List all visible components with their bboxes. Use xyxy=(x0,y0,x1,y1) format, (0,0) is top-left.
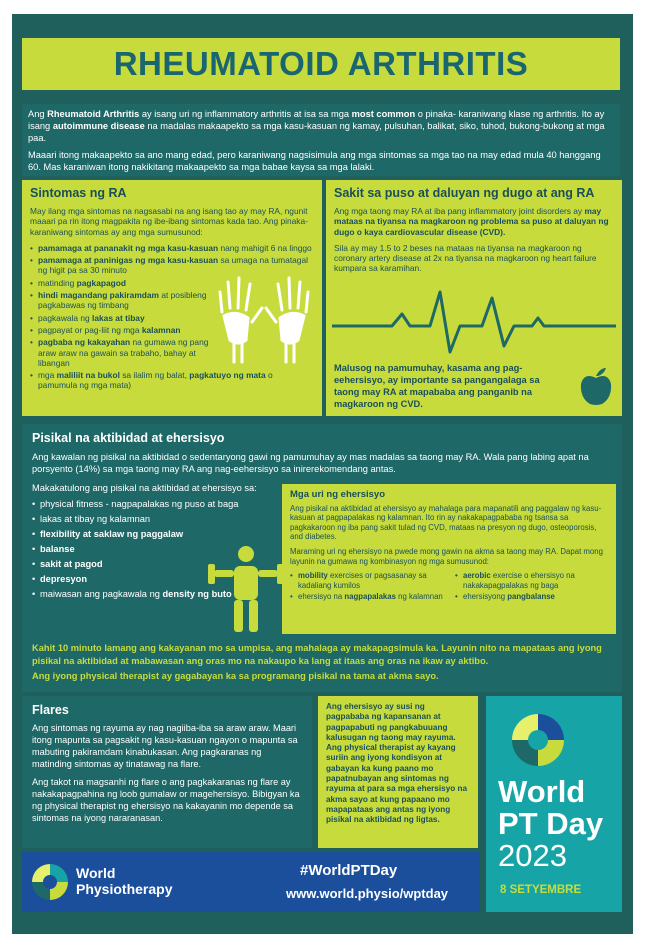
exercise-types-list-left xyxy=(290,571,443,604)
physical-heading: Pisikal na aktibidad at ehersisyo xyxy=(32,431,225,445)
exercise-type-item: • ehersisyong pangbalanse xyxy=(463,592,608,602)
benefit-item: • lakas at tibay ng kalamnan xyxy=(40,513,240,526)
exercise-types-paragraph-2: Maraming uri ng ehersisyo na pwede mong gawin na akma sa taong may RA. Dapat mong layunin na gumawa ng kombinasyon ng mga sumusunod: xyxy=(290,546,603,566)
intro-paragraph-1: Ang Rheumatoid Arthritis ay isang uri ng inflammatory arthritis at isa sa mga most common o pinaka- karaniwang klase ng arthritis. Ito ay isang autoimmune disease na madalas makaapekto sa mga kasu-kasuan ng kamay, pulsuhan, balikat, siko, tuhod, bukong-bukong at mga paa. xyxy=(28,109,605,143)
benefit-item: • flexibility at saklaw ng paggalaw xyxy=(40,528,240,541)
heartbeat-line-icon xyxy=(332,286,616,356)
exercise-type-item: • ehersisyo na nagpapalakas ng kalamnan xyxy=(298,592,443,602)
physical-paragraph-3: Kahit 10 minuto lamang ang kakayanan mo sa umpisa, ang mahalaga ay makapagsimula ka. Layunin nito na mapataas ang iyong pisikal na aktibidad at mabawasan ang oras mo na nakaupo ka lang at itaas ang oras na ikaw ay aktibo. xyxy=(32,643,602,666)
footer-bar xyxy=(22,852,480,912)
pt-day-line1: World xyxy=(498,774,586,809)
benefit-item: • maiwasan ang pagkawala ng density ng buto xyxy=(40,588,240,601)
exercise-key-box: Ang ehersisyo ay susi ng pagpababa ng kapansanan at pagpapabuti ng pangkabuuang kalusugan ng taong may rayuma. Ang physical therapist ay kayang suriin ang iyong kondisyon at gabayan ka kung paano mo papatnubayan ang sintomas ng rayuma at para sa mga ehersisyo na akma sayo at kung papaano mo mapapataas ang antas ng iyong pisikal na aktibidad ng ligtas. xyxy=(318,696,478,848)
heart-paragraph-3: Malusog na pamumuhay, kasama ang pag-eehersisyo, ay importante sa pangangalaga sa taong may RA at mapababa ang panganib na magkaroon ng CVD. xyxy=(334,363,540,409)
exercise-types-paragraph-1: Ang pisikal na aktibidad at ehersisyo ay mahalaga para mapanatili ang paggalaw ng kasu-kasuan at pagpapalakas ng kalamnan. Ito rin ay nakakapagpababa ng tsansa sa pagkakaroon ng iba pang sakit tulad ng CVD, mataas na presyon ng dugo, osteoporosis, and diabetes. xyxy=(290,503,602,542)
physical-paragraph-2: Makakatulong ang pisikal na aktibidad at ehersisyo sa: xyxy=(32,482,257,493)
heart-disease-section xyxy=(326,180,622,416)
exercise-type-item: • aerobic exercise o ehersisyo na nakakapagpalakas ng baga xyxy=(463,571,608,590)
world-physiotherapy-logo-icon xyxy=(30,862,70,902)
symptom-item: • pamamaga at pananakit ng mga kasu-kasuan nang mahigit 6 na linggo xyxy=(38,243,313,253)
heart-paragraph-2: Sila ay may 1.5 to 2 beses na mataas na tiyansa na magkaroon ng coronary artery disease at 2x na tiyansa na magkaroon ng heart failure kumpara sa karamihan. xyxy=(334,242,597,274)
benefit-item: • sakit at pagod xyxy=(40,558,240,571)
world-pt-day-logo-icon xyxy=(508,710,568,770)
flares-paragraph-1: Ang sintomas ng rayuma ay nag nagiiba-iba sa araw araw. Maari itong mapunta sa pagsakit ng kasu-kasuan ngayon o mapunta sa mabuting pakiramdam kinabukasan. Ang pagkaranas ng matinding sintomas ay tinatawag na flare. xyxy=(32,723,298,769)
intro-paragraph-2: Maaari itong makaapekto sa ano mang edad, pero karaniwang nagsisimula ang mga sintomas sa mga tao na may edad mula 40 hanggang 60. Mas karaniwan itong nakikitang makaapekto sa mga babae kaysa sa mga lalaki. xyxy=(28,150,601,172)
pt-day-line2: PT Day xyxy=(498,806,604,841)
pt-day-year: 2023 xyxy=(498,838,567,873)
footer-url[interactable]: www.world.physio/wptday xyxy=(286,886,449,901)
heart-paragraph-1: Ang mga taong may RA at iba pang inflammatory joint disorders ay may mataas na tiyansa na magkaroon ng problema sa puso at daluyan ng dugo o kaya cardiovascular disease (CVD). xyxy=(334,206,609,237)
flares-heading: Flares xyxy=(32,703,69,717)
benefit-item: • balanse xyxy=(40,543,240,556)
exercise-types-list-right xyxy=(455,571,608,604)
symptom-item: • hindi magandang pakiramdam at posibleng pagkabawas ng timbang xyxy=(38,290,213,311)
flares-section xyxy=(22,696,312,848)
symptoms-intro: May ilang mga sintomas na nagsasabi na ang isang tao ay may RA, ngunit maaari pa rin itong magpakita ng ibe-ibang sintomas kada tao. Ang pinaka-karaniwang sintomas ay ang mga sumusunod: xyxy=(30,206,308,237)
symptom-item: • mga maliliit na bukol sa ilalim ng balat, pagkatuyo ng mata o pamumula ng mga mata) xyxy=(38,370,308,391)
footer-hashtag: #WorldPTDay xyxy=(300,862,398,879)
apple-icon xyxy=(578,366,614,406)
page-title: RHEUMATOID ARTHRITIS xyxy=(22,38,620,90)
symptom-item: • pamamaga at paninigas ng mga kasu-kasuan sa umaga na tumatagal ng higit pa sa 30 minuto xyxy=(38,255,313,276)
symptom-item: • matinding pagkapagod xyxy=(38,278,213,288)
exercise-types-box xyxy=(282,484,616,634)
exercise-type-item: • mobility exercises or pagsasanay sa kadaliang kumilos xyxy=(298,571,443,590)
symptom-item: • pagkawala ng lakas at tibay xyxy=(38,313,213,323)
footer-org-name-1: World xyxy=(76,865,116,881)
symptom-item: • pagbaba ng kakayahan na gumawa ng pang araw araw na gawain sa trabaho, bahay at libangan xyxy=(38,337,213,368)
physical-paragraph-4: Ang iyong physical therapist ay gagabayan ka sa programang pisikal na tama at akma sayo. xyxy=(32,671,439,681)
symptoms-heading: Sintomas ng RA xyxy=(30,186,127,200)
hand-skeleton-icon xyxy=(212,272,316,364)
footer-org-name-2: Physiotherapy xyxy=(76,881,173,897)
physical-paragraph-1: Ang kawalan ng pisikal na aktibidad o sedentaryong gawi ng pamumuhay ay mas madalas sa taong may RA. Wala pang labing apat na porsyento (14%) sa mga taong may RA ang nag-eehersisyo sa inirerekomendang antas. xyxy=(32,451,589,474)
world-pt-day-panel xyxy=(486,696,622,912)
symptom-item: • pagpayat or pag-liit ng mga kalamnan xyxy=(38,325,213,335)
exercise-types-heading: Mga uri ng ehersisyo xyxy=(290,489,386,500)
intro-section xyxy=(22,104,620,176)
pt-day-date: 8 SETYEMBRE xyxy=(500,884,582,896)
benefit-item: • physical fitness - nagpapalakas ng puso at baga xyxy=(40,498,290,511)
flares-paragraph-2: Ang takot na magsanhi ng flare o ang pagkakaranas ng flare ay nakakapagpahina ng loob gumalaw or magehersisyo. Bibigyan ka ng physical therapist ng ehersisyo na kakayanin mo depende sa sintomas na iyong nararanasan. xyxy=(32,777,300,823)
person-exercising-icon xyxy=(208,544,284,634)
symptoms-section xyxy=(22,180,322,416)
heart-heading: Sakit sa puso at daluyan ng dugo at ang RA xyxy=(334,186,595,200)
benefit-item: • depresyon xyxy=(40,573,240,586)
